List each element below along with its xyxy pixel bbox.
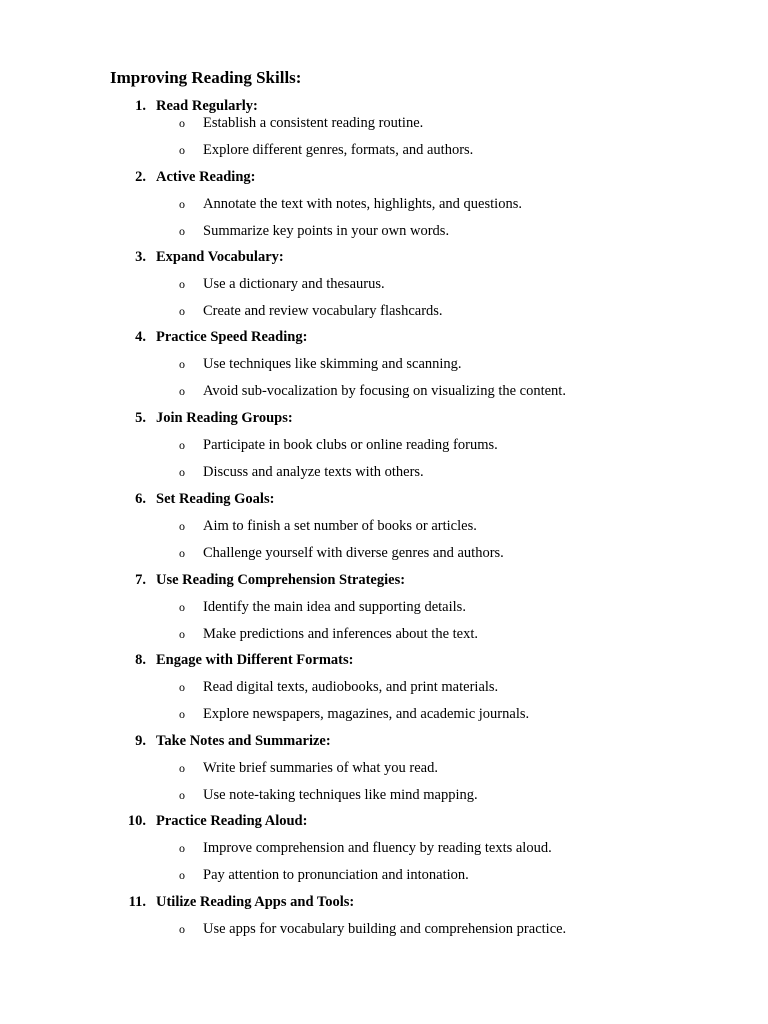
bullet-text: Annotate the text with notes, highlights, and questions. [203,196,522,212]
section-heading: Utilize Reading Apps and Tools: [156,894,355,910]
bullet-marker-icon: o [179,707,185,721]
bullet-text: Create and review vocabulary flashcards. [203,303,443,319]
bullet-text: Make predictions and inferences about the text. [203,626,478,642]
bullet-text: Pay attention to pronunciation and intonation. [203,867,469,883]
bullet-text: Summarize key points in your own words. [203,223,450,239]
bullet-item [0,839,768,857]
bullet-text: Explore newspapers, magazines, and academic journals. [203,706,530,722]
list-item-heading [0,571,768,589]
bullet-item [0,275,768,293]
list-item-heading [0,651,768,669]
bullet-marker-icon: o [179,224,185,238]
list-item-heading [0,812,768,830]
list-number: 6. [135,491,146,507]
bullet-text: Use apps for vocabulary building and comprehension practice. [203,921,567,937]
bullet-text: Read digital texts, audiobooks, and print materials. [203,679,499,695]
bullet-item [0,920,768,938]
section-heading: Take Notes and Summarize: [156,733,331,749]
list-item-heading [0,409,768,427]
bullet-item [0,463,768,481]
list-number: 4. [135,329,146,345]
bullet-marker-icon: o [179,627,185,641]
bullet-text: Establish a consistent reading routine. [203,115,424,131]
bullet-marker-icon: o [179,922,185,936]
list-item-heading [0,248,768,266]
bullet-text: Challenge yourself with diverse genres and authors. [203,545,504,561]
bullet-marker-icon: o [179,519,185,533]
section-heading: Practice Reading Aloud: [156,813,308,829]
bullet-item [0,544,768,562]
bullet-marker-icon: o [179,868,185,882]
bullet-text: Discuss and analyze texts with others. [203,464,424,480]
bullet-marker-icon: o [179,465,185,479]
bullet-item [0,114,768,132]
bullet-item [0,759,768,777]
list-item-heading [0,893,768,911]
bullet-text: Use a dictionary and thesaurus. [203,276,385,292]
list-item-heading [0,168,768,186]
list-item-heading [0,732,768,750]
section-heading: Read Regularly: [156,98,258,114]
bullet-text: Use note-taking techniques like mind mapping. [203,787,478,803]
bullet-item [0,705,768,723]
list-number: 8. [135,652,146,668]
bullet-marker-icon: o [179,788,185,802]
bullet-item [0,598,768,616]
bullet-marker-icon: o [179,116,185,130]
bullet-marker-icon: o [179,277,185,291]
list-number: 1. [135,98,146,114]
list-number: 5. [135,410,146,426]
bullet-item [0,141,768,159]
bullet-item [0,382,768,400]
bullet-marker-icon: o [179,841,185,855]
bullet-item [0,436,768,454]
bullet-item [0,625,768,643]
bullet-item [0,866,768,884]
list-item-heading [0,97,768,115]
bullet-marker-icon: o [179,761,185,775]
section-heading: Use Reading Comprehension Strategies: [156,572,406,588]
bullet-text: Explore different genres, formats, and authors. [203,142,474,158]
list-number: 11. [128,894,146,910]
bullet-text: Improve comprehension and fluency by reading texts aloud. [203,840,552,856]
section-heading: Join Reading Groups: [156,410,293,426]
section-heading: Set Reading Goals: [156,491,275,507]
section-heading: Expand Vocabulary: [156,249,284,265]
bullet-marker-icon: o [179,680,185,694]
bullet-item [0,517,768,535]
bullet-marker-icon: o [179,143,185,157]
list-number: 9. [135,733,146,749]
bullet-item [0,355,768,373]
list-number: 2. [135,169,146,185]
bullet-text: Identify the main idea and supporting details. [203,599,466,615]
bullet-text: Participate in book clubs or online reading forums. [203,437,498,453]
bullet-item [0,222,768,240]
bullet-marker-icon: o [179,384,185,398]
section-heading: Engage with Different Formats: [156,652,354,668]
bullet-item [0,195,768,213]
bullet-text: Use techniques like skimming and scanning. [203,356,462,372]
bullet-item [0,302,768,320]
bullet-text: Aim to finish a set number of books or articles. [203,518,477,534]
bullet-marker-icon: o [179,546,185,560]
list-number: 3. [135,249,146,265]
bullet-marker-icon: o [179,197,185,211]
list-item-heading [0,490,768,508]
document-title: Improving Reading Skills: [110,68,302,87]
bullet-item [0,678,768,696]
bullet-marker-icon: o [179,304,185,318]
list-item-heading [0,328,768,346]
bullet-text: Write brief summaries of what you read. [203,760,438,776]
list-number: 7. [135,572,146,588]
bullet-text: Avoid sub-vocalization by focusing on visualizing the content. [203,383,566,399]
section-heading: Active Reading: [156,169,256,185]
bullet-marker-icon: o [179,600,185,614]
bullet-marker-icon: o [179,438,185,452]
bullet-marker-icon: o [179,357,185,371]
bullet-item [0,786,768,804]
section-heading: Practice Speed Reading: [156,329,308,345]
list-number: 10. [127,813,146,829]
